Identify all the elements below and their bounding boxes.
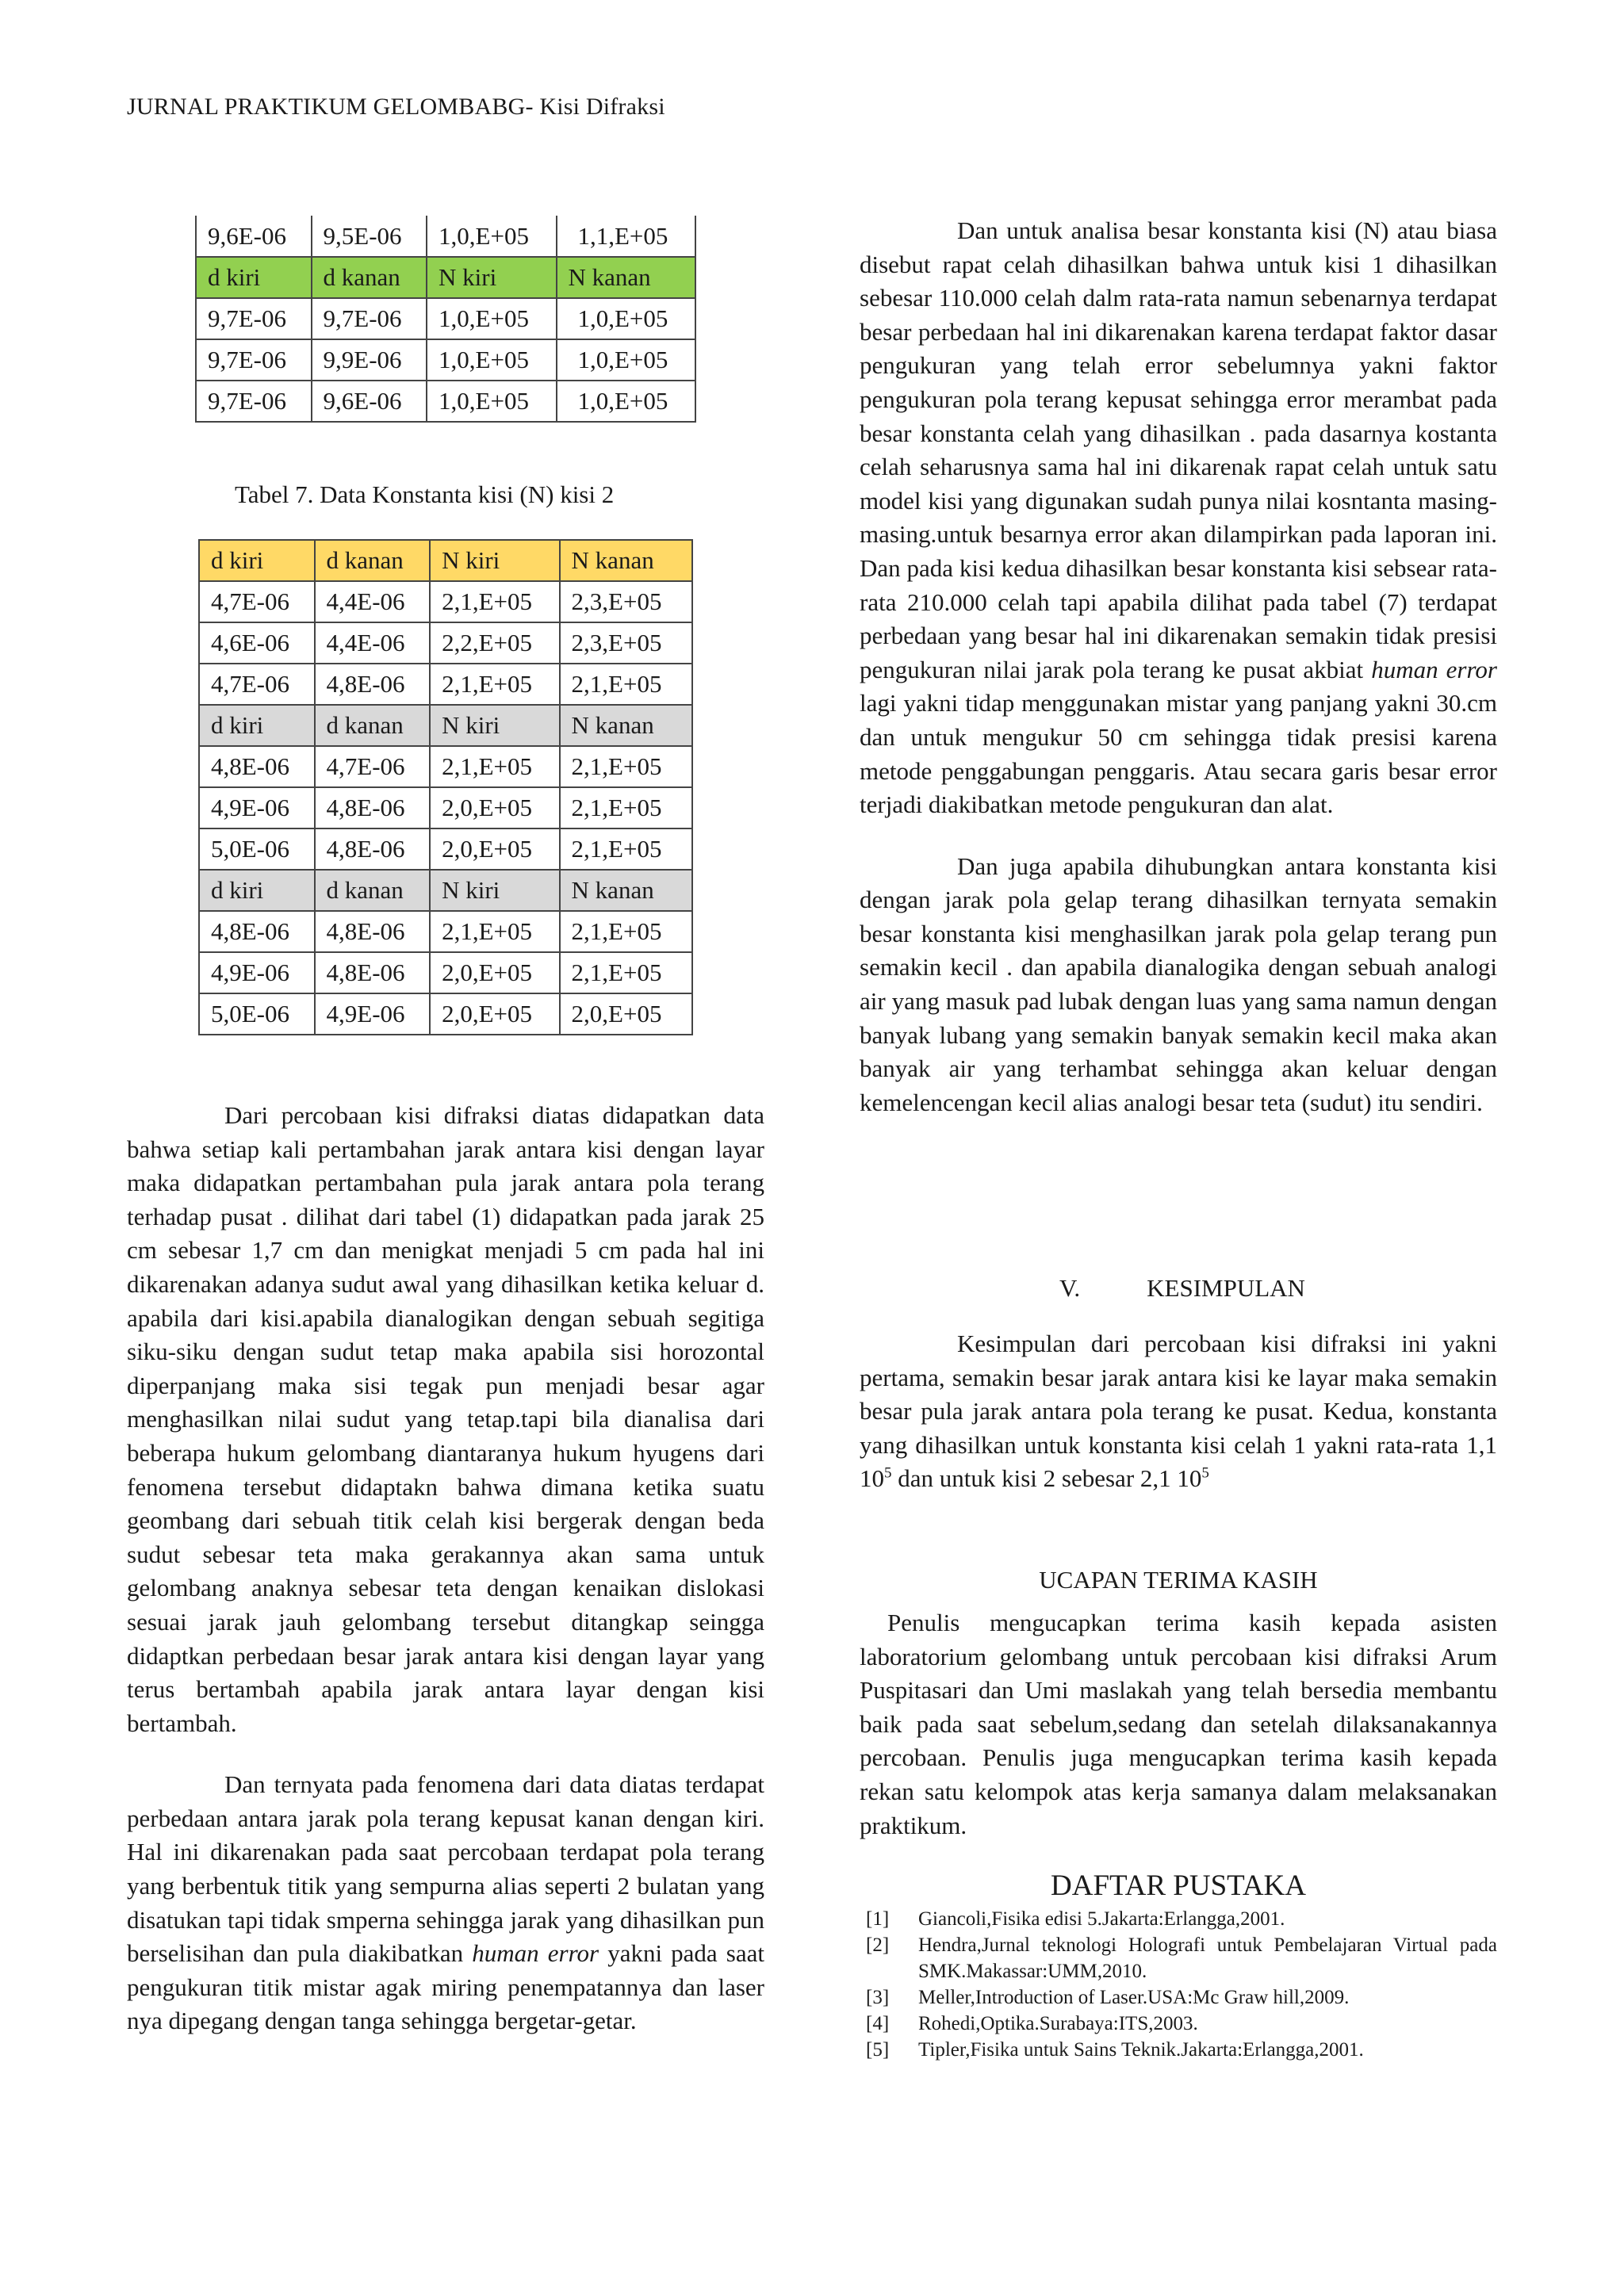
table-header-cell: d kanan [312, 257, 427, 298]
references-heading: DAFTAR PUSTAKA [1051, 1869, 1306, 1902]
table-cell: 2,1,E+05 [560, 746, 692, 787]
superscript: 5 [884, 1465, 892, 1483]
table-cell: 5,0E-06 [199, 828, 315, 870]
table-row [196, 298, 695, 339]
reference-number: [2] [866, 1934, 890, 1956]
table-7-konstanta-kisi-2 [198, 539, 693, 1035]
table-cell: 1,0,E+05 [427, 339, 556, 381]
acknowledgement-text [860, 1606, 1497, 1843]
table-row [196, 381, 695, 422]
table-header-cell: N kanan [557, 257, 696, 298]
table-cell: 9,6E-06 [312, 381, 427, 422]
reference-text: Rohedi,Optika.Surabaya:ITS,2003. [918, 2013, 1198, 2034]
table-cell: 4,8E-06 [315, 952, 431, 993]
table-cell: 2,0,E+05 [430, 828, 559, 870]
table-header-cell: d kiri [199, 705, 315, 746]
table-cell: 2,1,E+05 [560, 664, 692, 705]
kesimpulan-text [860, 1327, 1497, 1496]
table-cell: 2,3,E+05 [560, 622, 692, 664]
table-cell: 2,1,E+05 [560, 828, 692, 870]
table-cell: 4,8E-06 [315, 787, 431, 828]
table-7-caption: Tabel 7. Data Konstanta kisi (N) kisi 2 [235, 480, 615, 508]
table-cell: 4,9E-06 [199, 952, 315, 993]
table-cell: 9,6E-06 [196, 216, 312, 257]
section-number: V. [1059, 1274, 1081, 1302]
left-column-text [127, 1099, 764, 2038]
table-cell: 2,1,E+05 [430, 911, 559, 952]
right-column-text [860, 214, 1497, 1119]
table-cell: 9,7E-06 [312, 298, 427, 339]
table-row [199, 664, 692, 705]
running-header: JURNAL PRAKTIKUM GELOMBABG- Kisi Difraksi [127, 94, 665, 120]
table-header-cell: N kiri [430, 705, 559, 746]
paragraph [860, 214, 1497, 822]
table-header-cell: d kiri [199, 870, 315, 911]
table-row [199, 581, 692, 622]
paragraph: Dan juga apabila dihubungkan antara konstanta kisi dengan jarak pola gelap terang dihasilkan ternyata semakin besar konstanta kisi menghasilkan jarak pola gelap terang pun semakin kecil . dan apabila dianalogika dengan sebuah analogi air yang masuk pad lubak dengan luas yang sama namun dengan banyak lubang yang semakin banyak semakin kecil maka akan banyak air yang terhambat sehingga akan keluar dengan kemelencengan kecil alias analogi besar teta (sudut) itu sendiri. [860, 851, 1497, 1116]
table-row [199, 746, 692, 787]
table-cell: 4,8E-06 [199, 746, 315, 787]
reference-number: [5] [866, 2039, 890, 2061]
reference-item [866, 1906, 1497, 1932]
table-cell: 2,1,E+05 [430, 664, 559, 705]
table-header-cell: N kanan [560, 705, 692, 746]
reference-item [866, 2011, 1497, 2037]
table-kisi-1-continuation [195, 216, 696, 423]
table-cell: 1,0,E+05 [557, 298, 696, 339]
reference-number: [4] [866, 2013, 890, 2034]
table-row [199, 911, 692, 952]
paragraph: Penulis mengucapkan terima kasih kepada asisten laboratorium gelombang untuk percobaan kisi difraksi Arum Puspitasari dan Umi maslakah yang telah bersedia membantu baik pada saat sebelum,sedang dan setelah dilaksanakannya percobaan. Penulis juga mengucapkan terima kasih kepada rekan satu kelompok atas kerja samanya dalam melaksanakan praktikum. [860, 1609, 1497, 1839]
table-cell: 9,7E-06 [196, 339, 312, 381]
paragraph-text: dan untuk kisi 2 sebesar 2,1 10 [891, 1464, 1202, 1493]
table-header-cell: d kanan [315, 540, 431, 581]
reference-text: Meller,Introduction of Laser.USA:Mc Graw hill,2009. [918, 1987, 1350, 2008]
table-row [196, 339, 695, 381]
table-header-cell: d kanan [315, 705, 431, 746]
reference-text: Hendra,Jurnal teknologi Holografi untuk Pembelajaran Virtual pada SMK.Makassar:UMM,2010. [918, 1934, 1497, 1982]
table-cell: 1,0,E+05 [427, 298, 556, 339]
table-cell: 2,1,E+05 [430, 581, 559, 622]
table-cell: 2,0,E+05 [430, 952, 559, 993]
table-cell: 2,1,E+05 [430, 746, 559, 787]
table-cell: 1,0,E+05 [557, 339, 696, 381]
paragraph-text: Dan ternyata pada fenomena dari data diatas terdapat perbedaan antara jarak pola terang kepusat kanan dengan kiri. Hal ini dikarenakan pada saat percobaan terdapat pola terang yang berbentuk titik yang sempurna alias seperti 2 bulatan yang disatukan tapi tidak smperna sehingga jarak yang dihasilkan pun berselisihan dan pula diakibatkan [127, 1770, 764, 1968]
table-cell: 1,0,E+05 [427, 381, 556, 422]
table-cell: 9,7E-06 [196, 381, 312, 422]
table-cell: 4,7E-06 [199, 664, 315, 705]
table-header-cell: d kiri [196, 257, 312, 298]
reference-number: [3] [866, 1987, 890, 2008]
table-cell: 2,2,E+05 [430, 622, 559, 664]
table-cell: 2,1,E+05 [560, 911, 692, 952]
table-cell: 4,9E-06 [315, 993, 431, 1035]
paragraph: Dari percobaan kisi difraksi diatas didapatkan data bahwa setiap kali pertambahan jarak antara kisi dengan layar maka didapatkan pertambahan pula jarak antara pola terang terhadap pusat . dilihat dari tabel (1) didapatkan pada jarak 25 cm sebesar 1,7 cm dan menigkat menjadi 5 cm pada hal ini dikarenakan adanya sudut awal yang dihasilkan ketika keluar d. apabila dari kisi.apabila dianalogikan dengan sebuah segitiga siku-siku dengan sudut tetap maka apabila sisi horozontal diperpanjang maka sisi tegak pun menjadi besar agar menghasilkan nilai sudut yang tetap.tapi bila dianalisa dari beberapa hukum gelombang diantaranya hukum hyugens dari fenomena tersebut didaptakn bahwa dimana ketika suatu geombang dari sebuah titik celah kisi bergerak dengan beda sudut sebesar teta maka gerakannya akan sama untuk gelombang anaknya sebesar teta dengan kenaikan dislokasi sesuai jarak jauh gelombang tersebut ditangkap seingga didaptkan perbedaan besar jarak antara kisi dengan layar yang terus bertambah apabila jarak antara layar dengan kisi bertambah. [127, 1101, 764, 1737]
paragraph-text: Dan untuk analisa besar konstanta kisi (N) atau biasa disebut rapat celah dihasilkan bahwa untuk kisi 1 dihasilkan sebesar 110.000 celah dalm rata-rata namun sebenarnya terdapat besar perbedaan hal ini dikarenakan karena terdapat faktor dasar pengukuran yang telah error sebelumnya yakni faktor pengukuran pola terang kepusat sehingga error merambat pada besar konstanta celah yang dihasilkan . pada dasarnya kostanta celah seharusnya sama hal ini dikarenak rapat celah untuk satu model kisi yang digunakan sudah punya nilai kosntanta masing-masing.untuk besarnya error akan dilampirkan pada laporan ini. Dan pada kisi kedua dihasilkan besar konstanta kisi sebsear rata-rata 210.000 celah tapi apabila dilihat pada tabel (7) terdapat perbedaan yang besar hal ini dikarenakan semakin tidak presisi pengukuran nilai jarak pola terang ke pusat akbiat [860, 216, 1497, 683]
table-row [199, 993, 692, 1035]
table-cell: 9,9E-06 [312, 339, 427, 381]
superscript: 5 [1201, 1465, 1209, 1483]
table-cell: 4,8E-06 [315, 828, 431, 870]
paragraph [860, 1327, 1497, 1496]
table-row [199, 787, 692, 828]
table-header-cell: d kiri [199, 540, 315, 581]
table-cell: 1,0,E+05 [557, 381, 696, 422]
table-cell: 4,9E-06 [199, 787, 315, 828]
table-cell: 4,7E-06 [199, 581, 315, 622]
table-cell: 4,4E-06 [315, 581, 431, 622]
reference-item [866, 1984, 1497, 2011]
table-header-cell: N kiri [430, 540, 559, 581]
table-cell: 2,1,E+05 [560, 952, 692, 993]
reference-number: [1] [866, 1908, 890, 1930]
table-header-row [199, 540, 692, 581]
table-cell: 4,8E-06 [315, 911, 431, 952]
table-cell: 2,0,E+05 [430, 993, 559, 1035]
acknowledgement-heading: UCAPAN TERIMA KASIH [1039, 1566, 1318, 1594]
table-cell: 4,6E-06 [199, 622, 315, 664]
emphasis-text: human error [1371, 655, 1497, 683]
paragraph-text: lagi yakni tidap menggunakan mistar yang panjang yakni 30.cm dan untuk mengukur 50 cm sehingga tidak presisi karena metode penggabungan penggaris. Atau secara garis besar error terjadi diakibatkan metode pengukuran dan alat. [860, 689, 1497, 819]
table-cell: 4,8E-06 [315, 664, 431, 705]
table-cell: 4,4E-06 [315, 622, 431, 664]
table-cell: 2,0,E+05 [560, 993, 692, 1035]
table-header-cell: N kanan [560, 870, 692, 911]
table-cell: 4,7E-06 [315, 746, 431, 787]
table-header-cell: N kiri [427, 257, 556, 298]
table-cell: 2,0,E+05 [430, 787, 559, 828]
table-cell: 1,1,E+05 [557, 216, 696, 257]
table-header-cell: N kanan [560, 540, 692, 581]
table-cell: 9,5E-06 [312, 216, 427, 257]
reference-item [866, 2037, 1497, 2063]
table-header-row [199, 870, 692, 911]
emphasis-text: human error [472, 1939, 599, 1968]
section-heading-kesimpulan [1059, 1274, 1305, 1303]
reference-list [866, 1906, 1497, 2063]
paragraph [127, 1768, 764, 2038]
reference-text: Giancoli,Fisika edisi 5.Jakarta:Erlangga,2001. [918, 1908, 1285, 1930]
table-header-row [196, 257, 695, 298]
table-cell: 1,0,E+05 [427, 216, 556, 257]
paragraph-text: Kesimpulan dari percobaan kisi difraksi ini yakni pertama, semakin besar jarak antara kisi ke layar maka semakin besar pula jarak antara pola terang ke pusat. Kedua, konstanta yang dihasilkan untuk konstanta kisi celah 1 yakni rata-rata 1,1 10 [860, 1330, 1497, 1493]
table-cell: 2,3,E+05 [560, 581, 692, 622]
table-header-row [199, 705, 692, 746]
reference-text: Tipler,Fisika untuk Sains Teknik.Jakarta:Erlangga,2001. [918, 2039, 1364, 2061]
section-title: KESIMPULAN [1147, 1274, 1305, 1302]
table-header-cell: N kiri [430, 870, 559, 911]
table-row [199, 828, 692, 870]
table-row [196, 216, 695, 257]
table-header-cell: d kanan [315, 870, 431, 911]
table-cell: 2,1,E+05 [560, 787, 692, 828]
table-cell: 4,8E-06 [199, 911, 315, 952]
reference-item [866, 1932, 1497, 1984]
paragraph-text: yakni pada saat pengukuran titik mistar agak miring penempatannya dan laser nya dipegang dengan tanga sehingga bergetar-getar. [127, 1939, 764, 2035]
table-row [199, 952, 692, 993]
table-row [199, 622, 692, 664]
table-cell: 9,7E-06 [196, 298, 312, 339]
table-cell: 5,0E-06 [199, 993, 315, 1035]
